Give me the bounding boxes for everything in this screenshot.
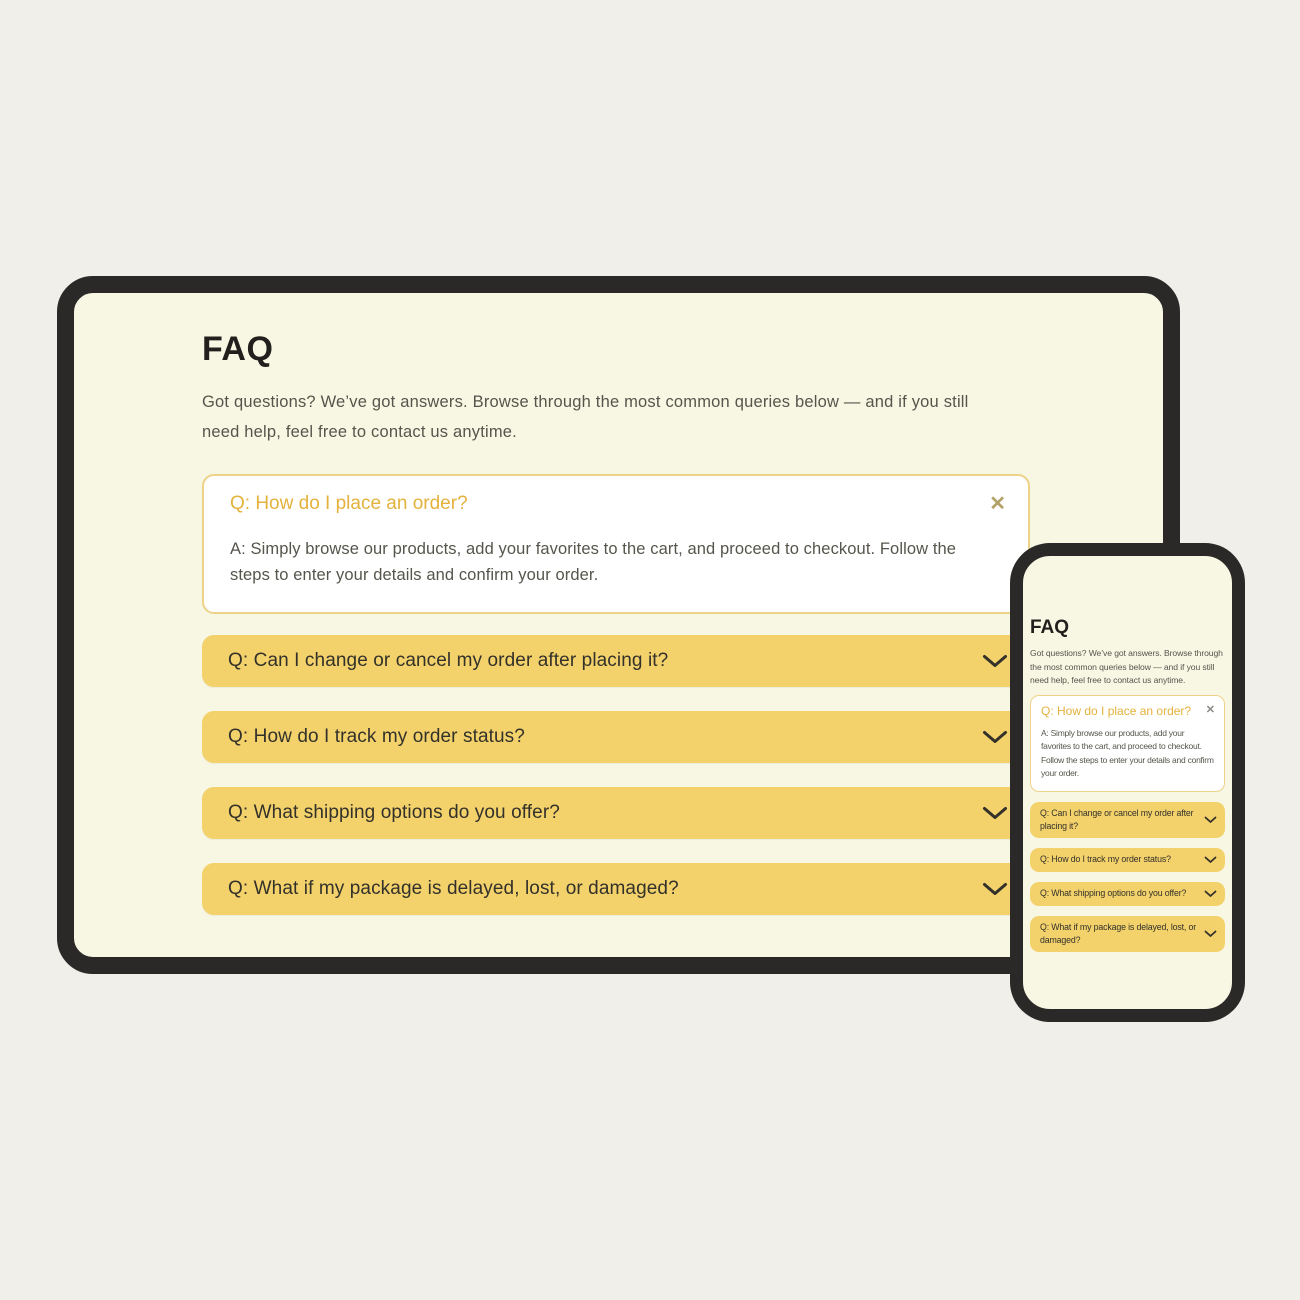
faq-item-expanded <box>1030 695 1225 792</box>
chevron-down-icon <box>982 730 1008 744</box>
page-title: FAQ <box>202 330 274 368</box>
faq-page <box>74 293 1032 915</box>
page-intro: Got questions? We’ve got answers. Browse through the most common queries below — and if you still need help, feel free to contact us anytime. <box>1030 648 1223 685</box>
faq-item-collapsed-4[interactable] <box>1030 916 1225 952</box>
faq-expanded-header[interactable] <box>230 493 1006 515</box>
faq-item-collapsed-1[interactable] <box>1030 802 1225 838</box>
page-title: FAQ <box>1030 617 1070 638</box>
faq-item-collapsed-3[interactable] <box>202 787 1030 839</box>
chevron-down-icon <box>1204 890 1217 898</box>
faq-item-collapsed-3[interactable] <box>1030 882 1225 906</box>
faq-item-collapsed-2[interactable] <box>202 711 1030 763</box>
faq-expanded-answer: A: Simply browse our products, add your favorites to the cart, and proceed to checkout. Follow the steps to enter your details and confirm your order. <box>1041 727 1214 778</box>
chevron-down-icon <box>1204 816 1217 824</box>
close-icon[interactable]: ✕ <box>1205 704 1215 716</box>
chevron-down-icon <box>982 882 1008 896</box>
chevron-down-icon <box>1204 856 1217 864</box>
faq-expanded-header[interactable] <box>1041 704 1215 718</box>
faq-question: Q: Can I change or cancel my order after placing it? <box>228 650 669 671</box>
faq-question: Q: Can I change or cancel my order after placing it? <box>1040 807 1194 831</box>
faq-expanded-question[interactable]: Q: How do I place an order? <box>1041 703 1192 718</box>
faq-question: Q: What if my package is delayed, lost, or damaged? <box>1040 921 1197 945</box>
faq-question: Q: What if my package is delayed, lost, or damaged? <box>228 878 679 899</box>
faq-expanded-answer: A: Simply browse our products, add your favorites to the cart, and proceed to checkout. Follow the steps to enter your details and confirm your order. <box>230 540 957 584</box>
faq-item-collapsed-1[interactable] <box>202 635 1030 687</box>
faq-item-expanded <box>202 474 1030 614</box>
page-intro: Got questions? We’ve got answers. Browse through the most common queries below — and if you still need help, feel free to contact us anytime. <box>202 393 969 441</box>
faq-expanded-question[interactable]: Q: How do I place an order? <box>230 493 468 514</box>
chevron-down-icon <box>982 806 1008 820</box>
chevron-down-icon <box>1204 930 1217 938</box>
faq-question: Q: What shipping options do you offer? <box>228 802 560 823</box>
faq-item-collapsed-2[interactable] <box>1030 848 1225 872</box>
chevron-down-icon <box>982 654 1008 668</box>
close-icon[interactable]: ✕ <box>989 493 1006 515</box>
faq-item-collapsed-4[interactable] <box>202 863 1030 915</box>
faq-question: Q: How do I track my order status? <box>1040 854 1171 864</box>
faq-page-mobile <box>1023 556 1232 952</box>
phone-device <box>1010 543 1245 1022</box>
faq-question: Q: What shipping options do you offer? <box>1040 888 1187 898</box>
faq-question: Q: How do I track my order status? <box>228 726 525 747</box>
